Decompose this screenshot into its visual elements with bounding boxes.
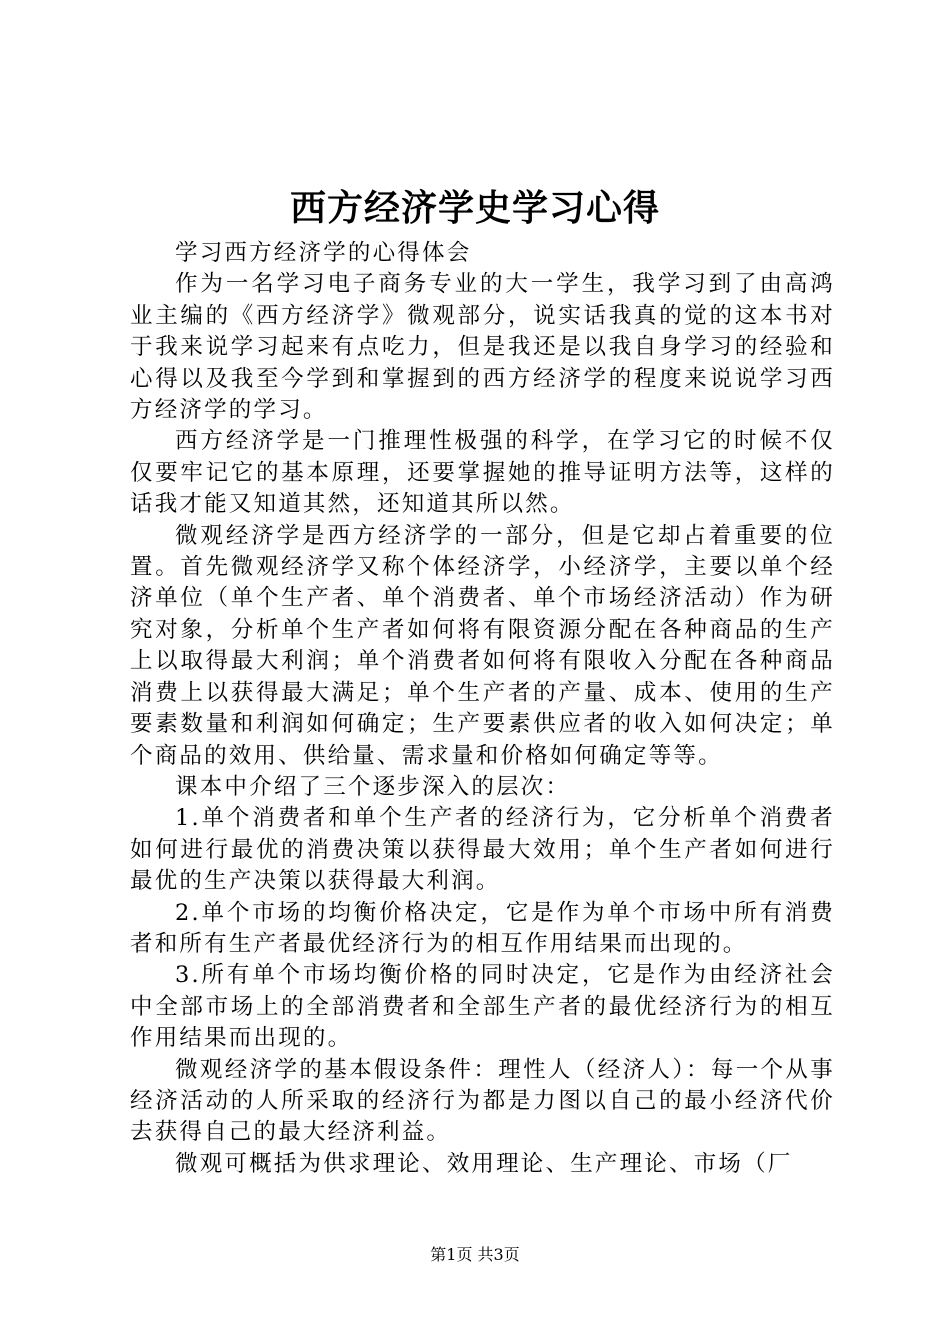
paragraph: 学习西方经济学的心得体会 <box>175 240 472 266</box>
page-footer: 第1页 共3页 <box>430 1245 520 1264</box>
paragraph: 微观经济学是西方经济学的一部分，但是它却占着重要的位置。首先微观经济学又称个体经济学，小经济学，主要以单个经济单位（单个生产者、单个消费者、单个市场经济活动）作为研究对象，分析单个生产者如何将有限资源分配在各种商品的生产上以取得最大利润；单个消费者如何将有限收入分配在各种商品消费上以获得最大满足；单个生产者的产量、成本、使用的生产要素数量和利润如何确定；生产要素供应者的收入如何决定；单个商品的效用、供给量、需求量和价格如何确定等等。 <box>130 522 835 769</box>
paragraph: 3.所有单个市场均衡价格的同时决定，它是作为由经济社会中全部市场上的全部消费者和全部生产者的最优经济行为的相互作用结果而出现的。 <box>130 962 835 1052</box>
paragraph: 课本中介绍了三个逐步深入的层次： <box>175 773 571 800</box>
paragraph: 2.单个市场的均衡价格决定，它是作为单个市场中所有消费者和所有生产者最优经济行为的相互作用结果而出现的。 <box>130 899 835 957</box>
document-title: 西方经济学史学习心得 <box>289 187 660 229</box>
paragraph: 作为一名学习电子商务专业的大一学生，我学习到了由高鸿业主编的《西方经济学》微观部分，说实话我真的觉的这本书对于我来说学习起来有点吃力，但是我还是以我自身学习的经验和心得以及我至今学到和掌握到的西方经济学的程度来说说学习西方经济学的学习。 <box>130 271 835 424</box>
document-body <box>130 238 835 1180</box>
paragraph: 西方经济学是一门推理性极强的科学，在学习它的时候不仅仅要牢记它的基本原理，还要掌握她的推导证明方法等，这样的话我才能又知道其然，还知道其所以然。 <box>130 428 835 518</box>
paragraph: 微观可概括为供求理论、效用理论、生产理论、市场（厂 <box>175 1150 793 1177</box>
paragraph: 1.单个消费者和单个生产者的经济行为，它分析单个消费者如何进行最优的消费决策以获得最大效用；单个生产者如何进行最优的生产决策以获得最大利润。 <box>130 805 835 895</box>
paragraph: 微观经济学的基本假设条件：理性人（经济人）：每一个从事经济活动的人所采取的经济行为都是力图以自己的最小经济代价去获得自己的最大经济利益。 <box>130 1056 835 1146</box>
